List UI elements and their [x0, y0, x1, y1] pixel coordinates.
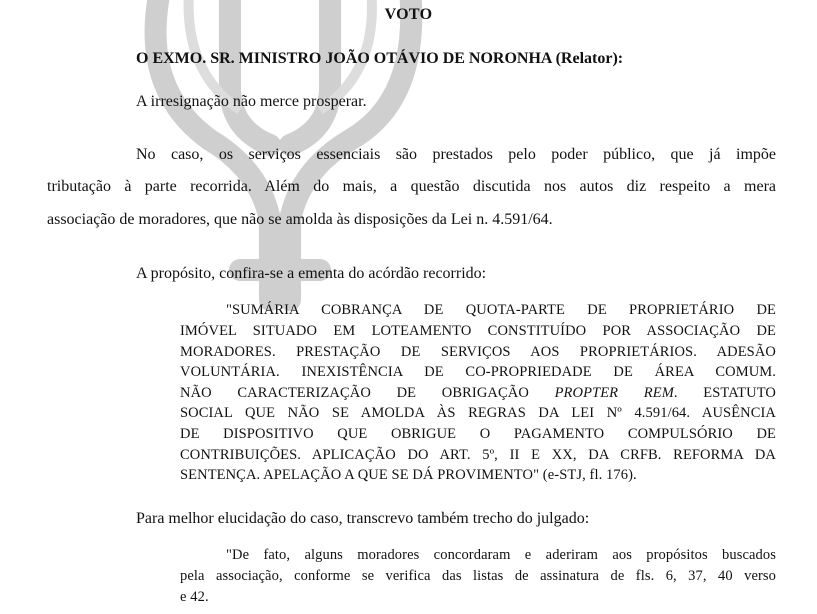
paragraph-2-line-1: No caso, os serviços essenciais são prestados pelo poder público, que já impõe — [136, 146, 776, 163]
rapporteur-heading: O EXMO. SR. MINISTRO JOÃO OTÁVIO DE NORONHA (Relator): — [136, 50, 624, 67]
quote-2-line-3: e 42. — [180, 589, 209, 605]
paragraph-3: A propósito, confira-se a ementa do acórdão recorrido: — [136, 265, 487, 282]
paragraph-2-line-2: tributação à parte recorrida. Além do mais, a questão discutida nos autos diz respeito a mera — [47, 178, 776, 195]
propter-rem-term: PROPTER REM — [554, 385, 674, 401]
quote-1-line-1: "SUMÁRIA COBRANÇA DE QUOTA-PARTE DE PROPRIETÁRIO DE — [226, 302, 776, 318]
quote-1-line-9: SENTENÇA. APELAÇÃO A QUE SE DÁ PROVIMENTO" (e-STJ, fl. 176). — [180, 467, 637, 483]
paragraph-1: A irresignação não merce prosperar. — [136, 93, 367, 110]
quote-1-line-7: DE DISPOSITIVO QUE OBRIGUE O PAGAMENTO COMPULSÓRIO DE — [180, 426, 776, 442]
quote-1-line-8: CONTRIBUIÇÕES. APLICAÇÃO DO ART. 5º, II E XX, DA CRFB. REFORMA DA — [180, 447, 776, 463]
paragraph-4: Para melhor elucidação do caso, transcrevo também trecho do julgado: — [136, 510, 590, 527]
quote-2-line-2: pela associação, conforme se verifica das listas de assinatura de fls. 6, 37, 40 verso — [180, 568, 776, 584]
quote-1-line-5-pre: NÃO CARACTERIZAÇÃO DE OBRIGAÇÃO — [180, 385, 529, 401]
quote-1-line-2: IMÓVEL SITUADO EM LOTEAMENTO CONSTITUÍDO POR ASSOCIAÇÃO DE — [180, 323, 776, 339]
document-title: VOTO — [384, 6, 433, 23]
quote-1-line-3: MORADORES. PRESTAÇÃO DE SERVIÇOS AOS PROPRIETÁRIOS. ADESÃO — [180, 344, 776, 360]
quote-1-line-5 — [180, 385, 776, 402]
quote-2-line-1: "De fato, alguns moradores concordaram e aderiram aos propósitos buscados — [226, 547, 776, 563]
quote-1-line-5-post: . ESTATUTO — [673, 385, 776, 401]
quote-1-line-6: SOCIAL QUE NÃO SE AMOLDA ÀS REGRAS DA LEI Nº 4.591/64. AUSÊNCIA — [180, 405, 776, 421]
quote-1-line-4: VOLUNTÁRIA. INEXISTÊNCIA DE CO-PROPRIEDADE DE ÁREA COMUM. — [180, 364, 776, 380]
paragraph-2-line-3: associação de moradores, que não se amolda às disposições da Lei n. 4.591/64. — [47, 211, 553, 228]
